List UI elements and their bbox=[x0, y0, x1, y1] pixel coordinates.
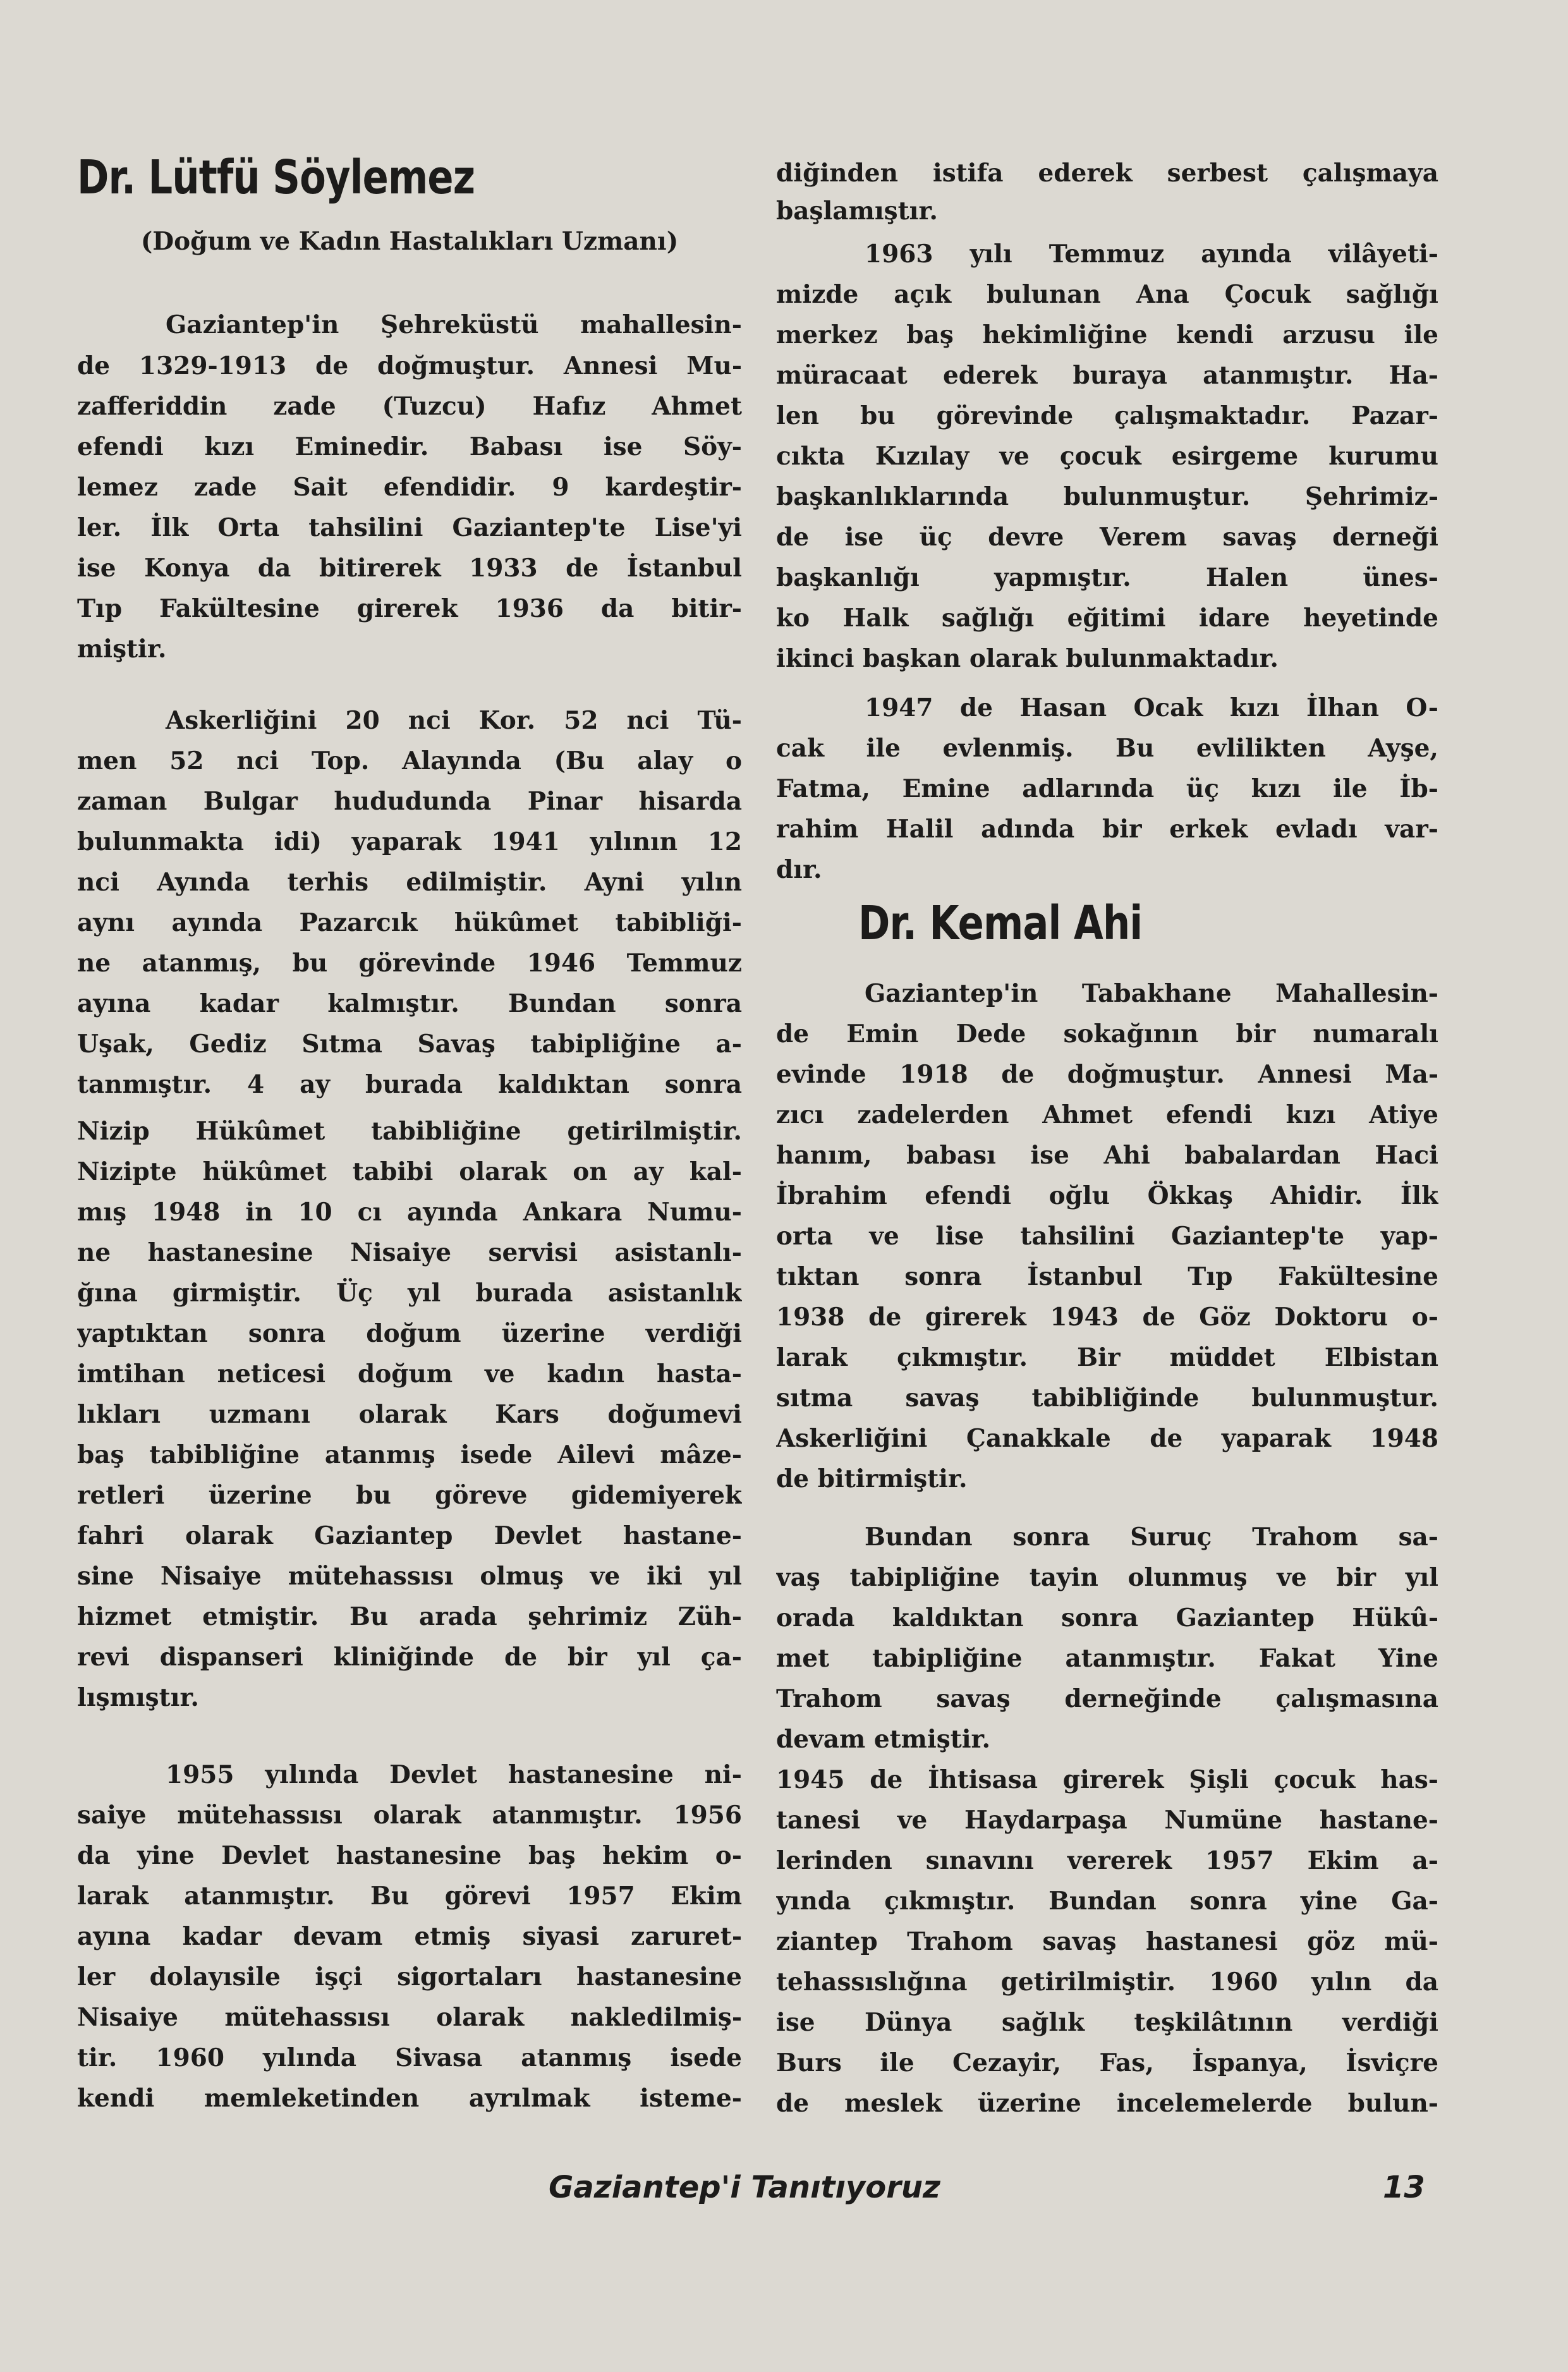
text-line: 1938 de girerek 1943 de Göz Doktoru o- bbox=[776, 1303, 1438, 1332]
text-line: da yine Devlet hastanesine baş hekim o- bbox=[77, 1841, 742, 1870]
text-line: orada kaldıktan sonra Gaziantep Hükû- bbox=[776, 1603, 1438, 1633]
text-line: cak ile evlenmiş. Bu evlilikten Ayşe, bbox=[776, 734, 1438, 763]
text-line: ikinci başkan olarak bulunmaktadır. bbox=[776, 644, 1279, 673]
text-line: bulunmakta idi) yaparak 1941 yılının 12 bbox=[77, 827, 742, 856]
text-line: ne hastanesine Nisaiye servisi asistanlı- bbox=[77, 1238, 742, 1267]
text-line: ğına girmiştir. Üç yıl burada asistanlık bbox=[77, 1279, 742, 1308]
publication-title: Gaziantep'i Tanıtıyoruz bbox=[549, 2170, 940, 2205]
text-line: Fatma, Emine adlarında üç kızı ile İb- bbox=[776, 774, 1438, 803]
text-line: de meslek üzerine incelemelerde bulun- bbox=[776, 2089, 1438, 2118]
text-line: zıcı zadelerden Ahmet efendi kızı Atiye bbox=[776, 1100, 1438, 1129]
text-line: orta ve lise tahsilini Gaziantep'te yap- bbox=[776, 1222, 1438, 1251]
text-line: larak atanmıştır. Bu görevi 1957 Ekim bbox=[77, 1882, 742, 1911]
text-line: sine Nisaiye mütehassısı olmuş ve iki yıl bbox=[77, 1562, 742, 1591]
text-line: Askerliğini Çanakkale de yaparak 1948 bbox=[776, 1424, 1438, 1453]
article-heading-lutfu-soylemez: Dr. Lütfü Söylemez bbox=[77, 150, 475, 205]
text-line: ziantep Trahom savaş hastanesi göz mü- bbox=[776, 1927, 1438, 1956]
text-line: fahri olarak Gaziantep Devlet hastane- bbox=[77, 1521, 742, 1550]
text-line: 1963 yılı Temmuz ayında vilâyeti- bbox=[865, 240, 1438, 269]
text-line: tıktan sonra İstanbul Tıp Fakültesine bbox=[776, 1262, 1438, 1291]
text-line: ne atanmış, bu görevinde 1946 Temmuz bbox=[77, 949, 742, 978]
text-line: tanmıştır. 4 ay burada kaldıktan sonra bbox=[77, 1070, 742, 1099]
text-line: retleri üzerine bu göreve gidemiyerek bbox=[77, 1481, 742, 1510]
text-line: de ise üç devre Verem savaş derneği bbox=[776, 523, 1438, 552]
text-line: cıkta Kızılay ve çocuk esirgeme kurumu bbox=[776, 442, 1438, 471]
text-line: yaptıktan sonra doğum üzerine verdiği bbox=[77, 1319, 742, 1348]
text-line: Tıp Fakültesine girerek 1936 da bitir- bbox=[77, 594, 742, 623]
text-line: met tabipliğine atanmıştır. Fakat Yine bbox=[776, 1644, 1438, 1673]
text-line: zaman Bulgar hududunda Pinar hisarda bbox=[77, 787, 742, 816]
text-line: ise Dünya sağlık teşkilâtının verdiği bbox=[776, 2008, 1438, 2037]
text-line: 1945 de İhtisasa girerek Şişli çocuk has- bbox=[776, 1765, 1438, 1794]
text-line: Nizip Hükûmet tabibliğine getirilmiştir. bbox=[77, 1117, 742, 1146]
text-line: baş tabibliğine atanmış isede Ailevi mâze- bbox=[77, 1440, 742, 1469]
text-line: ler. İlk Orta tahsilini Gaziantep'te Lise'yi bbox=[77, 513, 742, 542]
text-line: sıtma savaş tabibliğinde bulunmuştur. bbox=[776, 1384, 1438, 1413]
text-line: Burs ile Cezayir, Fas, İspanya, İsviçre bbox=[776, 2048, 1438, 2077]
text-line: Nisaiye mütehassısı olarak nakledilmiş- bbox=[77, 2003, 742, 2032]
text-line: ayına kadar kalmıştır. Bundan sonra bbox=[77, 989, 742, 1018]
text-line: tanesi ve Haydarpaşa Numüne hastane- bbox=[776, 1806, 1438, 1835]
text-line: tir. 1960 yılında Sivasa atanmış isede bbox=[77, 2043, 742, 2072]
text-line: larak çıkmıştır. Bir müddet Elbistan bbox=[776, 1343, 1438, 1372]
text-line: len bu görevinde çalışmaktadır. Pazar- bbox=[776, 401, 1438, 430]
text-line: de Emin Dede sokağının bir numaralı bbox=[776, 1019, 1438, 1049]
text-line: diğinden istifa ederek serbest çalışmaya bbox=[776, 159, 1438, 188]
text-line: dır. bbox=[776, 855, 822, 884]
text-line: Bundan sonra Suruç Trahom sa- bbox=[865, 1523, 1438, 1552]
text-line: Gaziantep'in Tabakhane Mahallesin- bbox=[865, 979, 1438, 1008]
text-line: Gaziantep'in Şehreküstü mahallesin- bbox=[166, 310, 742, 339]
text-line: ayına kadar devam etmiş siyasi zaruret- bbox=[77, 1922, 742, 1951]
text-line: vaş tabipliğine tayin olunmuş ve bir yıl bbox=[776, 1563, 1438, 1592]
text-line: lerinden sınavını vererek 1957 Ekim a- bbox=[776, 1846, 1438, 1875]
text-line: men 52 nci Top. Alayında (Bu alay o bbox=[77, 746, 742, 775]
text-line: saiye mütehassısı olarak atanmıştır. 1956 bbox=[77, 1801, 742, 1830]
text-line: evinde 1918 de doğmuştur. Annesi Ma- bbox=[776, 1060, 1438, 1089]
text-line: müracaat ederek buraya atanmıştır. Ha- bbox=[776, 361, 1438, 390]
text-line: devam etmiştir. bbox=[776, 1725, 991, 1754]
text-line: imtihan neticesi doğum ve kadın hasta- bbox=[77, 1359, 742, 1389]
text-line: de 1329-1913 de doğmuştur. Annesi Mu- bbox=[77, 351, 742, 380]
text-line: mizde açık bulunan Ana Çocuk sağlığı bbox=[776, 280, 1438, 309]
page-number: 13 bbox=[1383, 2170, 1425, 2205]
text-line: ler dolayısile işçi sigortaları hastanesine bbox=[77, 1962, 742, 1992]
text-line: İbrahim efendi oğlu Ökkaş Ahidir. İlk bbox=[776, 1181, 1438, 1210]
text-line: başkanlığı yapmıştır. Halen ünes- bbox=[776, 563, 1438, 592]
text-line: mış 1948 in 10 cı ayında Ankara Numu- bbox=[77, 1198, 742, 1227]
text-line: de bitirmiştir. bbox=[776, 1464, 968, 1493]
text-line: aynı ayında Pazarcık hükûmet tabibliği- bbox=[77, 908, 742, 937]
text-line: hizmet etmiştir. Bu arada şehrimiz Züh- bbox=[77, 1602, 742, 1631]
text-line: lıkları uzmanı olarak Kars doğumevi bbox=[77, 1400, 742, 1429]
article-heading-kemal-ahi: Dr. Kemal Ahi bbox=[858, 896, 1143, 951]
text-line: nci Ayında terhis edilmiştir. Ayni yılın bbox=[77, 868, 742, 897]
text-line: rahim Halil adında bir erkek evladı var- bbox=[776, 815, 1438, 844]
text-line: tehassıslığına getirilmiştir. 1960 yılın da bbox=[776, 1968, 1438, 1997]
text-line: başlamıştır. bbox=[776, 197, 938, 226]
text-line: zafferiddin zade (Tuzcu) Hafız Ahmet bbox=[77, 392, 742, 421]
text-line: Nizipte hükûmet tabibi olarak on ay kal- bbox=[77, 1157, 742, 1186]
text-line: Uşak, Gediz Sıtma Savaş tabipliğine a- bbox=[77, 1030, 742, 1059]
text-line: miştir. bbox=[77, 635, 167, 664]
text-line: merkez baş hekimliğine kendi arzusu ile bbox=[776, 320, 1438, 350]
text-line: 1947 de Hasan Ocak kızı İlhan O- bbox=[865, 693, 1438, 722]
text-line: lışmıştır. bbox=[77, 1683, 200, 1712]
text-line: başkanlıklarında bulunmuştur. Şehrimiz- bbox=[776, 482, 1438, 511]
text-line: Askerliğini 20 nci Kor. 52 nci Tü- bbox=[166, 706, 742, 735]
text-line: 1955 yılında Devlet hastanesine ni- bbox=[166, 1760, 742, 1789]
text-line: efendi kızı Eminedir. Babası ise Söy- bbox=[77, 432, 742, 461]
text-line: hanım, babası ise Ahi babalardan Haci bbox=[776, 1141, 1438, 1170]
text-line: kendi memleketinden ayrılmak isteme- bbox=[77, 2084, 742, 2113]
text-line: ko Halk sağlığı eğitimi idare heyetinde bbox=[776, 604, 1438, 633]
text-line: revi dispanseri kliniğinde de bir yıl ça- bbox=[77, 1643, 742, 1672]
text-line: Trahom savaş derneğinde çalışmasına bbox=[776, 1684, 1438, 1713]
text-line: ise Konya da bitirerek 1933 de İstanbul bbox=[77, 554, 742, 583]
text-line: lemez zade Sait efendidir. 9 kardeştir- bbox=[77, 473, 742, 502]
text-line: yında çıkmıştır. Bundan sonra yine Ga- bbox=[776, 1887, 1438, 1916]
specialty-subtitle: (Doğum ve Kadın Hastalıkları Uzmanı) bbox=[140, 227, 679, 256]
